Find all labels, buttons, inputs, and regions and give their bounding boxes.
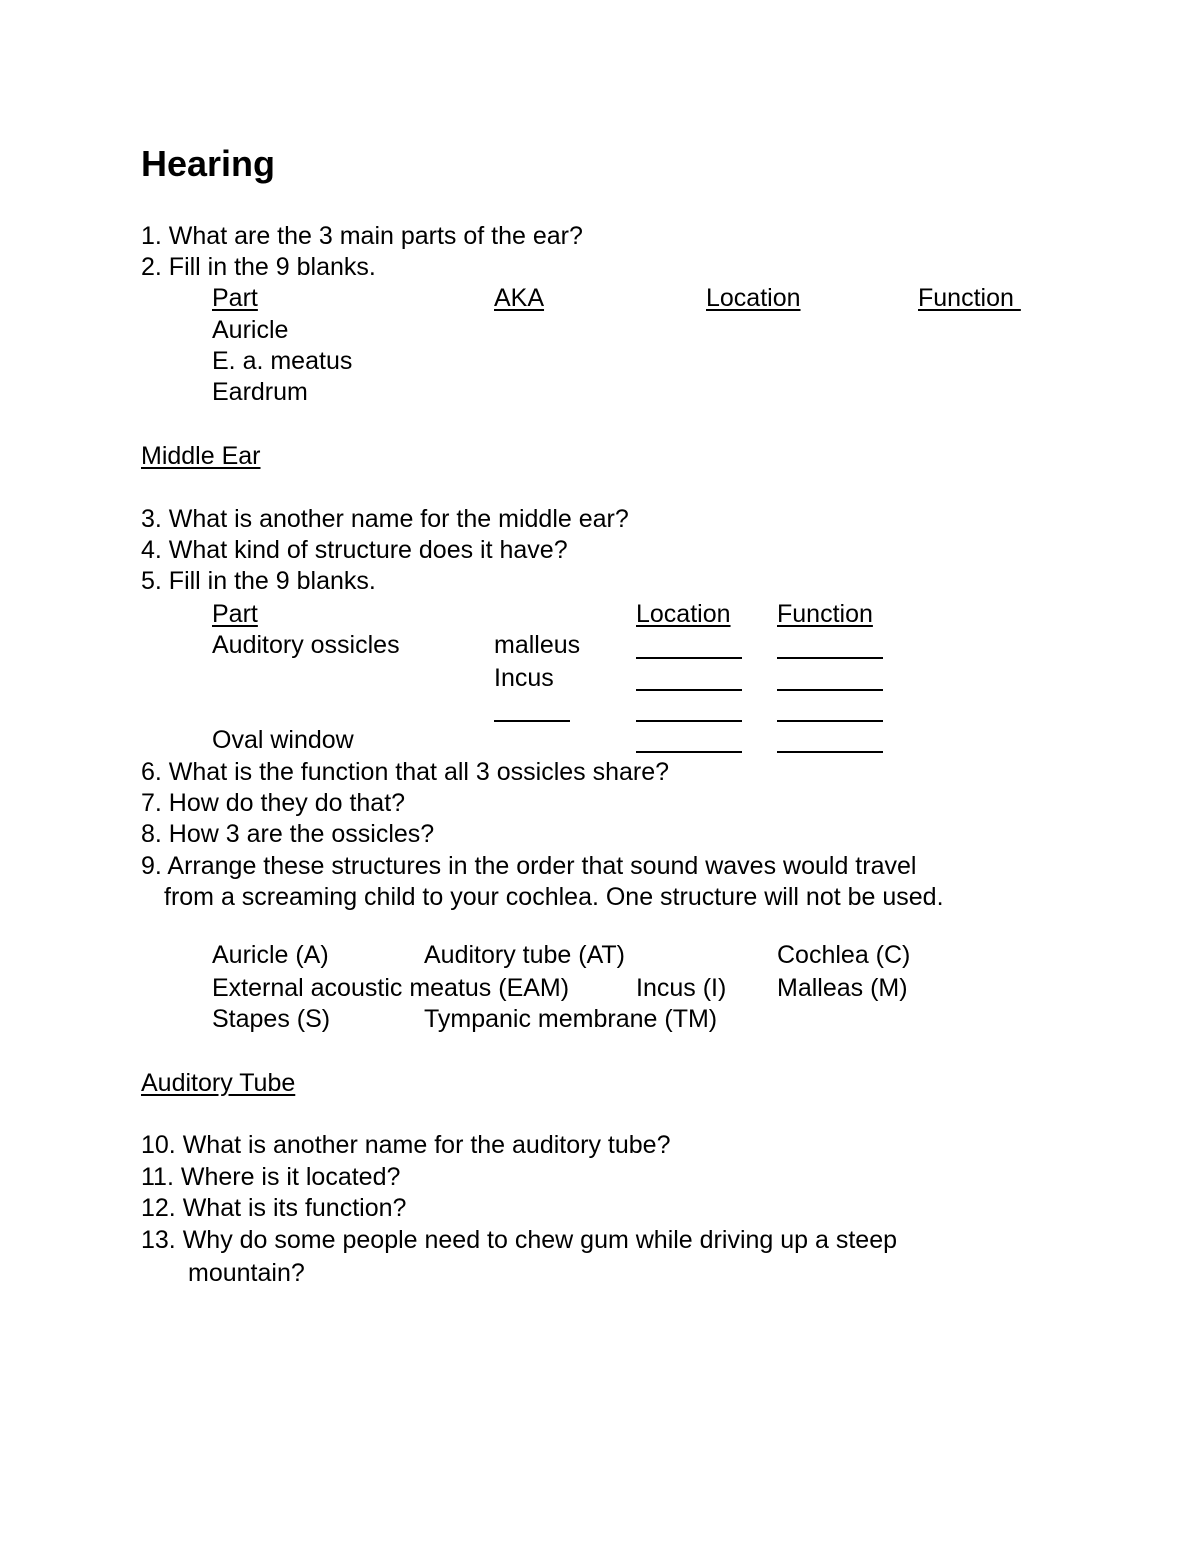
structure-auditory-tube: Auditory tube (AT)	[424, 941, 626, 969]
structure-malleas: Malleas (M)	[777, 974, 908, 1002]
question-1: 1. What are the 3 main parts of the ear?	[141, 222, 583, 250]
question-5: 5. Fill in the 9 blanks.	[141, 567, 376, 595]
table1-header-function: Function	[918, 284, 1021, 312]
structure-eam: External acoustic meatus (EAM)	[212, 974, 570, 1002]
question-12: 12. What is its function?	[141, 1194, 407, 1222]
blank-line[interactable]	[777, 657, 883, 659]
table2-header-location: Location	[636, 600, 731, 628]
table2-bone-malleus: malleus	[494, 631, 581, 659]
table1-header-aka: AKA	[494, 284, 545, 312]
table2-auditory-ossicles: Auditory ossicles	[212, 631, 400, 659]
structure-cochlea: Cochlea (C)	[777, 941, 911, 969]
blank-line[interactable]	[636, 751, 742, 753]
blank-line[interactable]	[636, 689, 742, 691]
question-4: 4. What kind of structure does it have?	[141, 536, 568, 564]
question-6: 6. What is the function that all 3 ossicles share?	[141, 758, 670, 786]
blank-line[interactable]	[777, 689, 883, 691]
table2-header-function: Function	[777, 600, 873, 628]
blank-line[interactable]	[777, 720, 883, 722]
question-13-line2: mountain?	[188, 1259, 305, 1287]
table1-header-part: Part	[212, 284, 258, 312]
structure-tympanic-membrane: Tympanic membrane (TM)	[424, 1005, 718, 1033]
table1-part-eardrum: Eardrum	[212, 378, 308, 406]
question-3: 3. What is another name for the middle ear?	[141, 505, 629, 533]
question-7: 7. How do they do that?	[141, 789, 406, 817]
blank-line[interactable]	[636, 657, 742, 659]
table1-part-auricle: Auricle	[212, 316, 289, 344]
blank-line[interactable]	[636, 720, 742, 722]
question-9-line1: 9. Arrange these structures in the order that sound waves would travel	[141, 852, 917, 880]
question-2: 2. Fill in the 9 blanks.	[141, 253, 376, 281]
question-11: 11. Where is it located?	[141, 1163, 401, 1191]
structure-stapes: Stapes (S)	[212, 1005, 331, 1033]
structure-incus: Incus (I)	[636, 974, 727, 1002]
blank-line[interactable]	[777, 751, 883, 753]
page-title: Hearing	[141, 143, 276, 184]
question-13-line1: 13. Why do some people need to chew gum while driving up a steep	[141, 1226, 898, 1254]
table2-bone-incus: Incus	[494, 664, 554, 692]
blank-line[interactable]	[494, 720, 570, 722]
section-heading-auditory-tube: Auditory Tube	[141, 1069, 296, 1097]
table2-header-part: Part	[212, 600, 258, 628]
structure-auricle: Auricle (A)	[212, 941, 329, 969]
table1-part-meatus: E. a. meatus	[212, 347, 353, 375]
table2-oval-window: Oval window	[212, 726, 354, 754]
question-8: 8. How 3 are the ossicles?	[141, 820, 435, 848]
section-heading-middle-ear: Middle Ear	[141, 442, 261, 470]
question-10: 10. What is another name for the auditory tube?	[141, 1131, 671, 1159]
question-9-line2: from a screaming child to your cochlea. One structure will not be used.	[164, 883, 944, 911]
table1-header-location: Location	[706, 284, 801, 312]
